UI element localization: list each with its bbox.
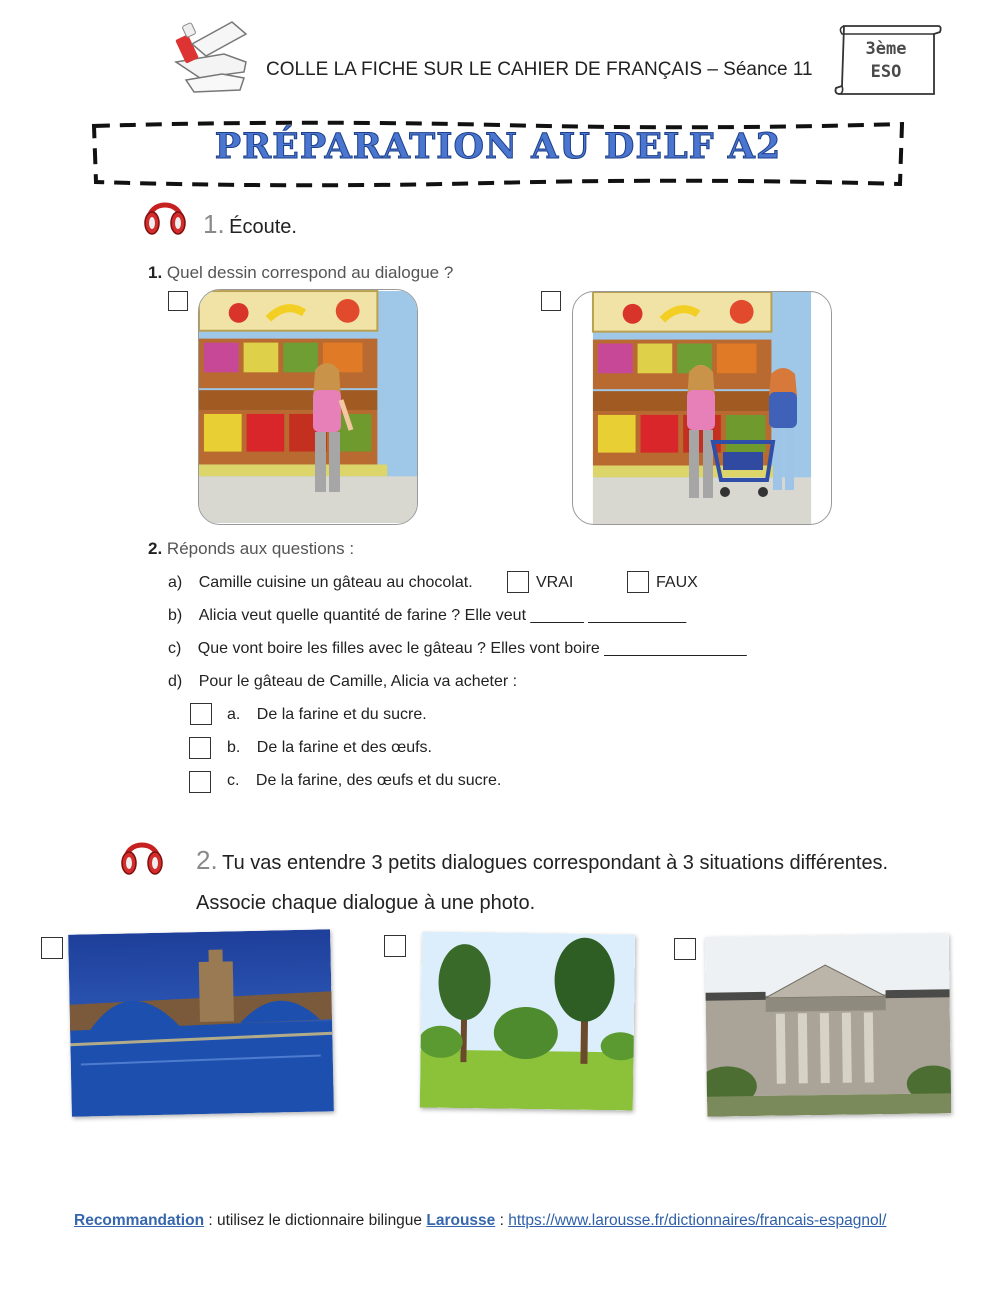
drawing-two-girls-with-cart xyxy=(572,291,832,525)
grade-line-2: ESO xyxy=(870,62,902,82)
grade-label xyxy=(842,38,930,84)
item-d-letter: d) xyxy=(168,673,183,690)
choice-a-checkbox[interactable] xyxy=(190,703,212,725)
question-1-number: 1. xyxy=(148,263,163,282)
glue-hand-icon xyxy=(170,16,250,96)
item-a-letter: a) xyxy=(168,574,183,591)
vrai-label: VRAI xyxy=(536,574,574,591)
item-d-text: Pour le gâteau de Camille, Alicia va acheter : xyxy=(198,673,518,690)
choice-b-text: De la farine et des œufs. xyxy=(256,739,432,756)
headphones-icon xyxy=(118,830,166,878)
item-c-letter: c) xyxy=(168,640,182,657)
drawing-one-girl-on-phone xyxy=(198,289,418,525)
choice-b-letter: b. xyxy=(227,739,241,756)
recommendation-link[interactable]: Recommandation xyxy=(74,1212,205,1229)
header-instruction: COLLE LA FICHE SUR LE CAHIER DE FRANÇAIS – Séance 11 xyxy=(266,59,813,80)
section2-number: 2. xyxy=(196,845,218,875)
choice-b-checkbox[interactable] xyxy=(189,737,211,759)
question-1-text: Quel dessin correspond au dialogue ? xyxy=(166,263,454,282)
item-b-letter: b) xyxy=(168,607,183,624)
section2-line-1 xyxy=(196,845,888,876)
item-b-text: Alicia veut quelle quantité de farine ? Elle veut ______ ___________ xyxy=(198,607,687,624)
grade-line-1: 3ème xyxy=(865,39,907,59)
drawing-1-checkbox[interactable] xyxy=(168,291,188,311)
choice-b xyxy=(227,739,432,757)
question-2-number: 2. xyxy=(148,539,163,558)
drawing-2-checkbox[interactable] xyxy=(541,291,561,311)
footer-text: : utilisez le dictionnaire bilingue xyxy=(204,1212,427,1229)
section2-line-2: Associe chaque dialogue à une photo. xyxy=(196,892,536,914)
footer-recommendation xyxy=(74,1212,886,1230)
item-d xyxy=(168,673,517,691)
faux-checkbox[interactable] xyxy=(627,571,649,593)
page-title: PRÉPARATION AU DELF A2 xyxy=(214,126,782,167)
item-a xyxy=(168,574,473,592)
item-c-text: Que vont boire les filles avec le gâteau ? Elles vont boire ________________ xyxy=(197,640,747,657)
vrai-checkbox[interactable] xyxy=(507,571,529,593)
section2-text: Tu vas entendre 3 petits dialogues correspondant à 3 situations différentes. xyxy=(222,852,889,874)
footer-separator: : xyxy=(495,1212,509,1229)
question-2 xyxy=(148,539,354,559)
choice-c xyxy=(227,772,501,790)
choice-c-checkbox[interactable] xyxy=(189,771,211,793)
item-b xyxy=(168,607,686,625)
photo-avignon-bridge xyxy=(68,929,334,1116)
photo-1-checkbox[interactable] xyxy=(41,937,63,959)
section1-number: 1. xyxy=(203,209,225,239)
faux-label: FAUX xyxy=(656,574,698,591)
headphones-icon xyxy=(141,190,189,238)
question-2-text: Réponds aux questions : xyxy=(166,539,355,558)
choice-c-letter: c. xyxy=(227,772,240,789)
choice-c-text: De la farine, des œufs et du sucre. xyxy=(255,772,502,789)
section1-title: Écoute. xyxy=(229,216,297,238)
item-a-text: Camille cuisine un gâteau au chocolat. xyxy=(198,574,473,591)
photo-2-checkbox[interactable] xyxy=(384,935,406,957)
photo-3-checkbox[interactable] xyxy=(674,938,696,960)
question-1 xyxy=(148,263,453,283)
photo-museum-building xyxy=(705,933,951,1116)
section1-heading xyxy=(203,209,297,240)
item-c xyxy=(168,640,747,658)
choice-a xyxy=(227,706,427,724)
larousse-link[interactable]: Larousse xyxy=(426,1212,496,1229)
dictionary-url-link[interactable]: https://www.larousse.fr/dictionnaires/francais-espagnol/ xyxy=(508,1212,887,1229)
choice-a-text: De la farine et du sucre. xyxy=(256,706,427,723)
photo-park xyxy=(420,932,635,1111)
choice-a-letter: a. xyxy=(227,706,241,723)
